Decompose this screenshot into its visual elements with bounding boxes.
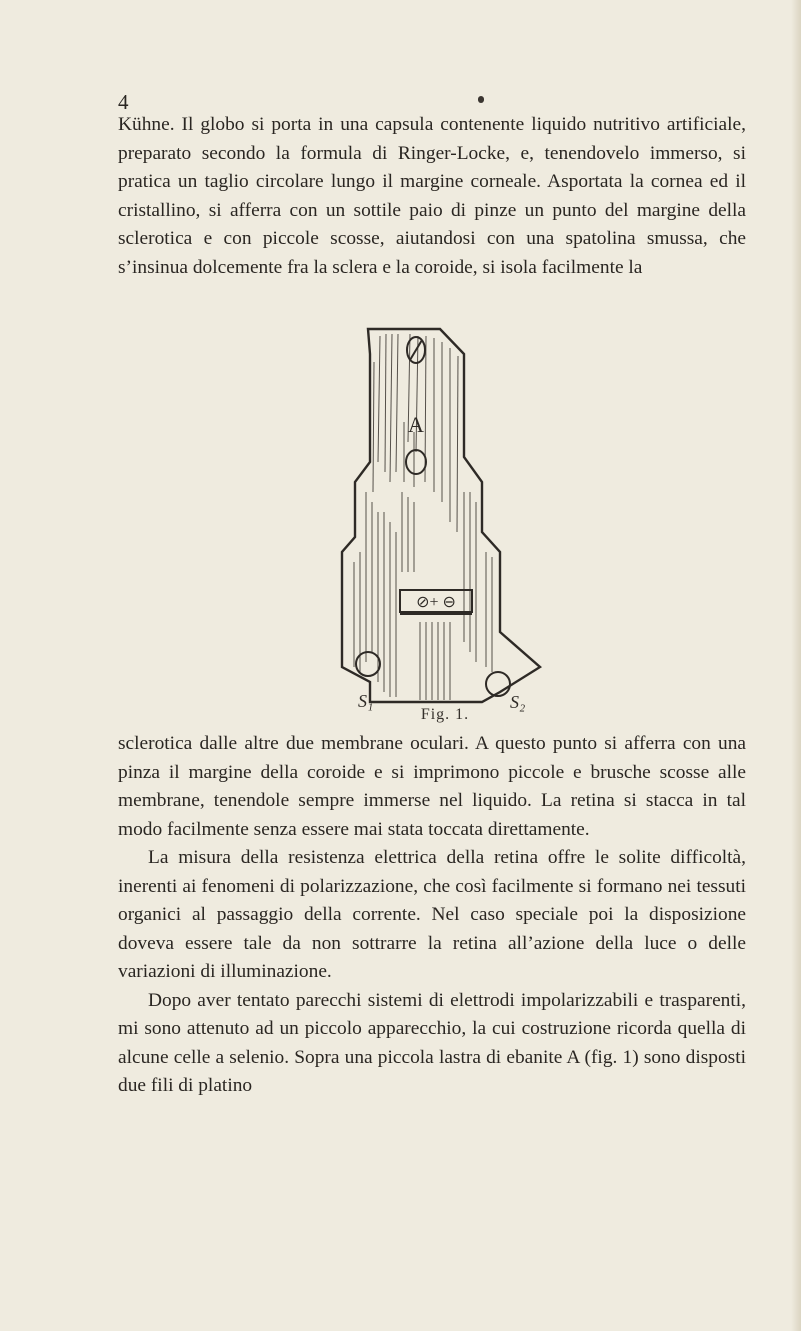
figure-label-a: A (408, 412, 424, 437)
paragraph-2: sclerotica dalle altre due membrane oculari. A questo punto si afferra con una pinza il margine della coroide e si imprimono piccole e brusche scosse alle membrane, tenendole sempre immerse nel liquido. La retina si stacca in tal modo facilmente senza essere mai stata toccata direttamente. (118, 733, 746, 840)
paragraph-top (118, 111, 746, 282)
middle-oval-electrode (406, 450, 426, 474)
terminal-box-label: ⊘+ ⊖ (416, 594, 456, 611)
page-edge-shadow (791, 0, 801, 1331)
paragraph-bottom (118, 730, 746, 1101)
figure-1 (330, 322, 560, 712)
paragraph-1: Kühne. Il globo si porta in una capsula contenente liquido nutritivo artificiale, preparato secondo la formula di Ringer-Locke, e, tenendovelo immerso, si pratica un taglio circolare lungo il margine corneale. Asportata la cornea ed il cristallino, si afferra con un sottile paio di pinze un punto del margine della sclerotica e con piccole scosse, aiutandosi con una spatolina smussa, che s’insinua dolcemente fra la sclera e la coroide, si isola facilmente la (118, 114, 746, 278)
paragraph-4: Dopo aver tentato parecchi sistemi di elettrodi impolarizzabili e trasparenti, mi sono attenuto ad un piccolo apparecchio, la cui costruzione ricorda quella di alcune celle a selenio. Sopra una piccola lastra di ebanite A (fig. 1) sono disposti due fili di platino (118, 989, 746, 1096)
figure-label-s2: S₂ (510, 692, 526, 712)
figure-label-s1: S₁ (358, 691, 374, 711)
hatching-lines (354, 334, 492, 700)
retina-apparatus-illustration (330, 322, 560, 712)
ink-mark (478, 96, 484, 103)
figure-caption: Fig. 1. (420, 706, 470, 723)
paragraph-3: La misura della resistenza elettrica della retina offre le solite difficoltà, inerenti ai fenomeni di polarizzazione, che così facilmente si formano nei tessuti organici al passaggio della corrente. Nel caso speciale poi la disposizione doveva essere tale da non sottrarre la retina all’azione della luce o delle variazioni di illuminazione. (118, 847, 746, 982)
page-number: 4 (118, 90, 129, 114)
